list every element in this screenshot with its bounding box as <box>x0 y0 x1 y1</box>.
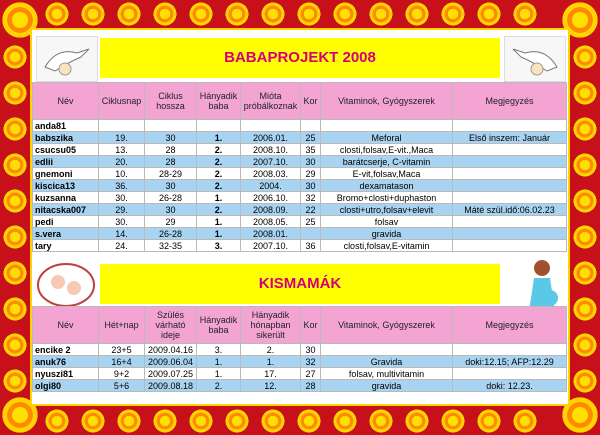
table-cell: 2008.03. <box>241 168 301 180</box>
col-header: Hányadik hónapban sikerült <box>241 307 301 344</box>
table-cell: 30 <box>145 132 197 144</box>
sun-icon <box>332 408 358 434</box>
sun-icon <box>476 1 502 27</box>
table-cell: 14. <box>99 228 145 240</box>
table-cell: 2. <box>197 204 241 216</box>
sun-icon <box>572 44 598 70</box>
table-cell: 27 <box>301 368 321 380</box>
table-cell: closti,folsav,E-vit.,Maca <box>321 144 453 156</box>
col-header: Név <box>33 83 99 120</box>
table-cell: folsav, multivitamin <box>321 368 453 380</box>
table-cell <box>241 120 301 132</box>
table-cell: 17. <box>241 368 301 380</box>
col-header: Hányadik baba <box>197 83 241 120</box>
table-cell <box>453 192 567 204</box>
table-cell: 24. <box>99 240 145 252</box>
table-cell <box>453 228 567 240</box>
table-row <box>33 216 567 228</box>
table-cell: 2007.10. <box>241 156 301 168</box>
table-cell: 1. <box>197 192 241 204</box>
table-cell <box>197 120 241 132</box>
table-cell <box>301 228 321 240</box>
table-cell: 36 <box>301 240 321 252</box>
table-cell: 30 <box>301 344 321 356</box>
table-cell: 29 <box>145 216 197 228</box>
table-cell: gravida <box>321 228 453 240</box>
table-cell: 22 <box>301 204 321 216</box>
table-cell: 2009.04.16 <box>145 344 197 356</box>
table-cell: gravida <box>321 380 453 392</box>
sun-icon <box>2 188 28 214</box>
spreadsheet-area <box>30 28 570 406</box>
babaprojekt-header-row <box>33 83 567 120</box>
table-cell <box>453 156 567 168</box>
table-cell: 32 <box>301 356 321 368</box>
table-cell: 29. <box>99 204 145 216</box>
name-cell: tary <box>33 240 99 252</box>
sun-icon <box>2 260 28 286</box>
name-cell: nitacska007 <box>33 204 99 216</box>
sun-icon <box>224 1 250 27</box>
table-cell: closti+utro,folsav+elevit <box>321 204 453 216</box>
table-cell: 2. <box>197 144 241 156</box>
table-cell <box>453 168 567 180</box>
sun-icon <box>152 408 178 434</box>
stork-icon-left <box>36 36 98 82</box>
col-header: Kor <box>301 83 321 120</box>
sun-icon <box>296 1 322 27</box>
table-cell: dexamatason <box>321 180 453 192</box>
table-cell: 29 <box>301 168 321 180</box>
table-row <box>33 240 567 252</box>
table-cell: 2. <box>197 380 241 392</box>
babaprojekt-title: BABAPROJEKT 2008 <box>100 38 500 78</box>
table-cell: 1. <box>197 368 241 380</box>
name-cell: pedi <box>33 216 99 228</box>
table-cell: 2008.10. <box>241 144 301 156</box>
table-cell: Máté szül.idő:06.02.23 <box>453 204 567 216</box>
kismamak-header-row <box>33 307 567 344</box>
table-cell: 12. <box>241 380 301 392</box>
sun-icon <box>296 408 322 434</box>
table-cell: 30 <box>145 204 197 216</box>
sun-icon <box>188 1 214 27</box>
table-cell: Bromo+closti+duphaston <box>321 192 453 204</box>
table-cell: 28 <box>145 144 197 156</box>
table-cell: 9+2 <box>99 368 145 380</box>
babaprojekt-table <box>32 82 567 252</box>
sun-icon <box>2 116 28 142</box>
col-header: Vitaminok, Gyógyszerek <box>321 307 453 344</box>
name-cell: edlii <box>33 156 99 168</box>
table-cell: 2009.07.25 <box>145 368 197 380</box>
table-cell: 3. <box>197 240 241 252</box>
table-row <box>33 356 567 368</box>
sun-icon <box>2 44 28 70</box>
table-row <box>33 168 567 180</box>
name-cell: encike 2 <box>33 344 99 356</box>
sun-icon <box>476 408 502 434</box>
sun-icon <box>404 408 430 434</box>
table-cell: 13. <box>99 144 145 156</box>
table-row <box>33 144 567 156</box>
table-cell: 2009.08.18 <box>145 380 197 392</box>
table-row <box>33 132 567 144</box>
sun-icon <box>572 80 598 106</box>
table-cell: 2006.10. <box>241 192 301 204</box>
table-cell: 30 <box>301 180 321 192</box>
sun-icon <box>80 408 106 434</box>
name-cell: kuzsanna <box>33 192 99 204</box>
sun-icon <box>2 368 28 394</box>
table-cell: 30. <box>99 216 145 228</box>
table-cell: closti,folsav,E-vitamin <box>321 240 453 252</box>
table-cell: doki: 12.23. <box>453 380 567 392</box>
sun-icon <box>572 260 598 286</box>
sun-icon <box>512 408 538 434</box>
sun-icon <box>368 408 394 434</box>
stork-icon-right <box>504 36 566 82</box>
table-row <box>33 228 567 240</box>
col-header: Hányadik baba <box>197 307 241 344</box>
table-cell: Első inszem: Január <box>453 132 567 144</box>
table-cell: 26-28 <box>145 228 197 240</box>
sun-icon <box>332 1 358 27</box>
table-cell: folsav <box>321 216 453 228</box>
sun-icon <box>116 408 142 434</box>
table-cell: 1. <box>197 228 241 240</box>
table-cell: 2004. <box>241 180 301 192</box>
table-cell: 2. <box>197 168 241 180</box>
sun-icon <box>572 224 598 250</box>
table-cell: 28 <box>301 380 321 392</box>
name-cell: babszika <box>33 132 99 144</box>
table-cell <box>321 120 453 132</box>
col-header: Vitaminok, Gyógyszerek <box>321 83 453 120</box>
table-cell: 23+5 <box>99 344 145 356</box>
table-cell: 2. <box>197 180 241 192</box>
name-cell: nyuszi81 <box>33 368 99 380</box>
table-row <box>33 156 567 168</box>
table-cell: 2. <box>197 156 241 168</box>
sun-icon <box>224 408 250 434</box>
col-header: Ciklus hossza <box>145 83 197 120</box>
table-cell: 3. <box>197 344 241 356</box>
table-cell: Meforal <box>321 132 453 144</box>
table-cell: barátcserje, C-vitamin <box>321 156 453 168</box>
table-cell <box>453 368 567 380</box>
table-cell: 26-28 <box>145 192 197 204</box>
col-header: Szülés várható ideje <box>145 307 197 344</box>
table-cell: 35 <box>301 144 321 156</box>
table-cell: 2007.10. <box>241 240 301 252</box>
name-cell: olgi80 <box>33 380 99 392</box>
table-cell: 2008.05. <box>241 216 301 228</box>
table-cell <box>321 344 453 356</box>
table-cell: 25 <box>301 216 321 228</box>
kismamak-title: KISMAMÁK <box>100 264 500 304</box>
sun-icon <box>512 1 538 27</box>
sun-icon <box>368 1 394 27</box>
table-cell <box>453 216 567 228</box>
col-header: Kor <box>301 307 321 344</box>
sun-icon <box>572 188 598 214</box>
sun-icon <box>260 408 286 434</box>
table-cell: 1. <box>197 132 241 144</box>
table-cell: 2008.09. <box>241 204 301 216</box>
table-cell <box>453 344 567 356</box>
table-cell: 36. <box>99 180 145 192</box>
table-cell: 10. <box>99 168 145 180</box>
col-header: Megjegyzés <box>453 83 567 120</box>
sun-icon <box>440 408 466 434</box>
sun-icon <box>152 1 178 27</box>
table-row <box>33 368 567 380</box>
sun-icon <box>440 1 466 27</box>
col-header: Ciklusnap <box>99 83 145 120</box>
sun-icon <box>44 408 70 434</box>
table-row <box>33 192 567 204</box>
table-cell <box>453 180 567 192</box>
table-cell <box>145 120 197 132</box>
table-cell <box>301 120 321 132</box>
table-row <box>33 344 567 356</box>
table-cell: 1. <box>197 356 241 368</box>
sun-icon <box>2 152 28 178</box>
name-cell: kiscica13 <box>33 180 99 192</box>
table-cell: 1. <box>197 216 241 228</box>
sun-icon <box>2 80 28 106</box>
kismamak-table <box>32 306 567 392</box>
babies-icon <box>36 262 96 308</box>
table-cell: 28 <box>145 156 197 168</box>
sun-icon <box>572 152 598 178</box>
name-cell: gnemoni <box>33 168 99 180</box>
table-cell: 5+6 <box>99 380 145 392</box>
table-cell: 2006.01. <box>241 132 301 144</box>
table-cell <box>453 120 567 132</box>
table-cell: 28-29 <box>145 168 197 180</box>
table-cell: 20. <box>99 156 145 168</box>
sun-icon <box>44 1 70 27</box>
table-cell <box>453 144 567 156</box>
col-header: Mióta próbálkoznak <box>241 83 301 120</box>
col-header: Név <box>33 307 99 344</box>
table-cell: 30 <box>145 180 197 192</box>
table-row <box>33 180 567 192</box>
sun-icon <box>2 332 28 358</box>
sun-icon <box>572 116 598 142</box>
name-cell: anuk76 <box>33 356 99 368</box>
sun-icon <box>2 224 28 250</box>
sun-icon <box>188 408 214 434</box>
sun-icon <box>116 1 142 27</box>
table-row <box>33 120 567 132</box>
table-cell: 16+4 <box>99 356 145 368</box>
name-cell: anda81 <box>33 120 99 132</box>
table-row <box>33 380 567 392</box>
table-cell: 32 <box>301 192 321 204</box>
sun-icon <box>572 368 598 394</box>
table-cell: 19. <box>99 132 145 144</box>
col-header: Hét+nap <box>99 307 145 344</box>
name-cell: csucsu05 <box>33 144 99 156</box>
table-cell: 2009.06.04 <box>145 356 197 368</box>
sun-icon <box>260 1 286 27</box>
table-cell: Gravida <box>321 356 453 368</box>
sun-icon <box>80 1 106 27</box>
table-cell: doki:12.15; AFP:12.29 <box>453 356 567 368</box>
col-header: Megjegyzés <box>453 307 567 344</box>
sun-icon <box>572 296 598 322</box>
table-row <box>33 204 567 216</box>
sun-icon <box>572 332 598 358</box>
table-cell: E-vit,folsav,Maca <box>321 168 453 180</box>
table-cell: 30 <box>301 156 321 168</box>
table-cell: 1. <box>241 356 301 368</box>
sun-icon <box>2 296 28 322</box>
table-cell: 32-35 <box>145 240 197 252</box>
table-cell <box>99 120 145 132</box>
table-cell: 2008.01. <box>241 228 301 240</box>
name-cell: s.vera <box>33 228 99 240</box>
table-cell: 2. <box>241 344 301 356</box>
sun-icon <box>404 1 430 27</box>
table-cell: 25 <box>301 132 321 144</box>
table-cell: 30. <box>99 192 145 204</box>
table-cell <box>453 240 567 252</box>
